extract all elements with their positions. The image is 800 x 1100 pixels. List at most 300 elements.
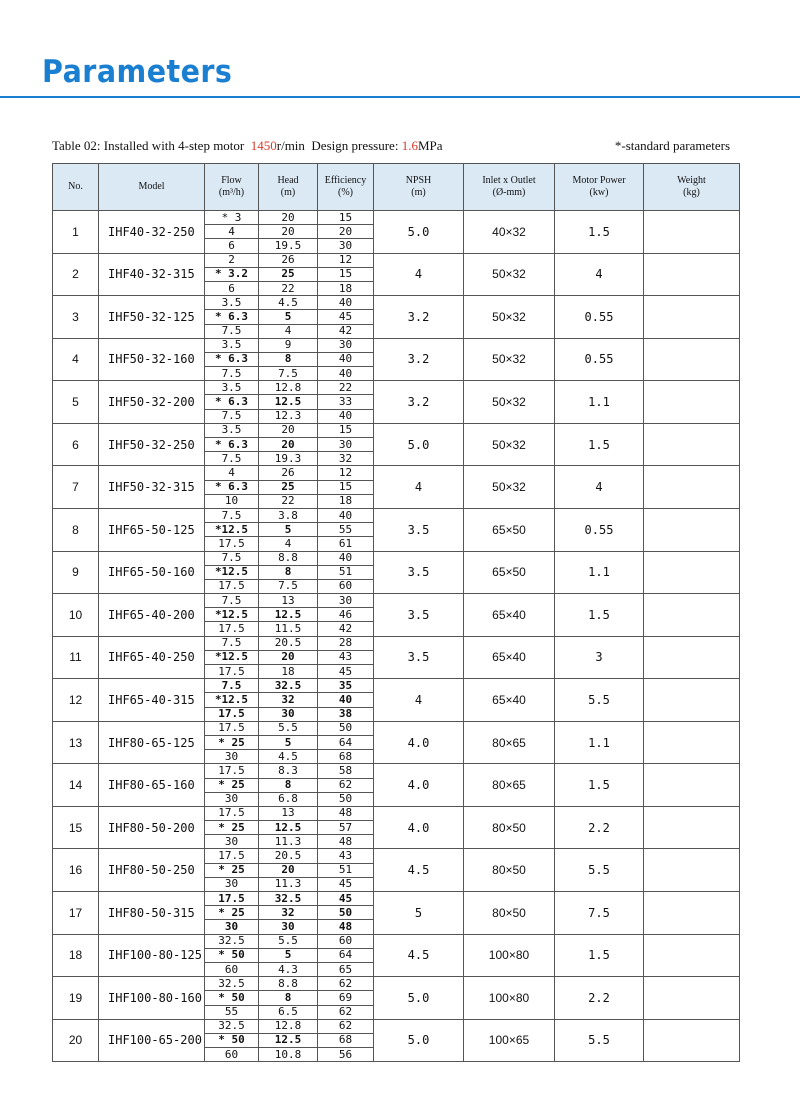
inlet-outlet-cell: 50×32	[464, 296, 555, 339]
npsh-cell: 4.5	[374, 934, 464, 977]
efficiency-cell: 43	[318, 849, 374, 863]
motor-power-cell: 3	[555, 636, 644, 679]
npsh-cell: 3.5	[374, 551, 464, 594]
flow-cell: * 50	[205, 991, 259, 1005]
flow-cell: * 50	[205, 1033, 259, 1047]
head-cell: 5	[259, 735, 318, 749]
motor-power-cell: 7.5	[555, 892, 644, 935]
flow-cell: *12.5	[205, 565, 259, 579]
head-cell: 8	[259, 565, 318, 579]
motor-power-cell: 1.1	[555, 721, 644, 764]
model-cell: IHF100-80-125	[99, 934, 205, 977]
npsh-cell: 5.0	[374, 211, 464, 254]
header-flow: Flow (m³/h)	[205, 164, 259, 211]
efficiency-cell: 55	[318, 523, 374, 537]
npsh-cell: 3.2	[374, 338, 464, 381]
efficiency-cell: 51	[318, 863, 374, 877]
table-row	[53, 338, 740, 352]
inlet-outlet-cell: 100×65	[464, 1019, 555, 1062]
head-cell: 4.5	[259, 296, 318, 310]
head-cell: 4	[259, 537, 318, 551]
efficiency-cell: 15	[318, 211, 374, 225]
model-cell: IHF100-80-160	[99, 977, 205, 1020]
motor-power-cell: 0.55	[555, 296, 644, 339]
table-row	[53, 934, 740, 948]
header-model: Model	[99, 164, 205, 211]
efficiency-cell: 40	[318, 352, 374, 366]
motor-power-cell: 1.1	[555, 551, 644, 594]
row-number: 11	[53, 636, 99, 679]
head-cell: 5	[259, 310, 318, 324]
motor-power-cell: 4	[555, 466, 644, 509]
head-cell: 3.8	[259, 508, 318, 522]
table-row	[53, 892, 740, 906]
flow-cell: 32.5	[205, 1019, 259, 1033]
head-cell: 20.5	[259, 636, 318, 650]
head-cell: 13	[259, 806, 318, 820]
row-number: 3	[53, 296, 99, 339]
efficiency-cell: 64	[318, 735, 374, 749]
inlet-outlet-cell: 65×40	[464, 679, 555, 722]
weight-cell	[644, 1019, 740, 1062]
flow-cell: 10	[205, 494, 259, 508]
model-cell: IHF65-50-125	[99, 508, 205, 551]
efficiency-cell: 15	[318, 423, 374, 437]
head-cell: 7.5	[259, 579, 318, 593]
inlet-outlet-cell: 65×40	[464, 594, 555, 637]
weight-cell	[644, 296, 740, 339]
flow-cell: * 3.2	[205, 267, 259, 281]
head-cell: 12.3	[259, 409, 318, 423]
weight-cell	[644, 466, 740, 509]
head-cell: 20	[259, 211, 318, 225]
head-cell: 4.5	[259, 750, 318, 764]
efficiency-cell: 68	[318, 1033, 374, 1047]
inlet-outlet-cell: 80×65	[464, 764, 555, 807]
head-cell: 25	[259, 267, 318, 281]
motor-power-cell: 5.5	[555, 1019, 644, 1062]
npsh-cell: 3.5	[374, 508, 464, 551]
flow-cell: 17.5	[205, 622, 259, 636]
npsh-cell: 4	[374, 466, 464, 509]
table-row	[53, 211, 740, 225]
row-number: 10	[53, 594, 99, 637]
header-no: No.	[53, 164, 99, 211]
model-cell: IHF65-50-160	[99, 551, 205, 594]
weight-cell	[644, 508, 740, 551]
header-npsh: NPSH (m)	[374, 164, 464, 211]
model-cell: IHF50-32-250	[99, 423, 205, 466]
flow-cell: 30	[205, 920, 259, 934]
flow-cell: 4	[205, 466, 259, 480]
inlet-outlet-cell: 80×50	[464, 806, 555, 849]
model-cell: IHF80-65-160	[99, 764, 205, 807]
flow-cell: 7.5	[205, 367, 259, 381]
motor-power-cell: 2.2	[555, 977, 644, 1020]
flow-cell: * 6.3	[205, 480, 259, 494]
row-number: 1	[53, 211, 99, 254]
flow-cell: 6	[205, 239, 259, 253]
flow-cell: *12.5	[205, 523, 259, 537]
flow-cell: 4	[205, 225, 259, 239]
head-cell: 4	[259, 324, 318, 338]
model-cell: IHF50-32-315	[99, 466, 205, 509]
inlet-outlet-cell: 40×32	[464, 211, 555, 254]
row-number: 9	[53, 551, 99, 594]
flow-cell: * 25	[205, 863, 259, 877]
head-cell: 26	[259, 466, 318, 480]
efficiency-cell: 61	[318, 537, 374, 551]
efficiency-cell: 35	[318, 679, 374, 693]
table-row	[53, 508, 740, 522]
head-cell: 11.3	[259, 835, 318, 849]
head-cell: 8	[259, 991, 318, 1005]
efficiency-cell: 64	[318, 948, 374, 962]
table-row	[53, 594, 740, 608]
head-cell: 12.5	[259, 395, 318, 409]
flow-cell: 17.5	[205, 849, 259, 863]
row-number: 20	[53, 1019, 99, 1062]
efficiency-cell: 62	[318, 977, 374, 991]
efficiency-cell: 57	[318, 821, 374, 835]
efficiency-cell: 69	[318, 991, 374, 1005]
motor-power-cell: 1.5	[555, 211, 644, 254]
row-number: 15	[53, 806, 99, 849]
weight-cell	[644, 381, 740, 424]
row-number: 8	[53, 508, 99, 551]
flow-cell: 7.5	[205, 636, 259, 650]
head-cell: 4.3	[259, 962, 318, 976]
model-cell: IHF80-50-250	[99, 849, 205, 892]
page-title: Parameters	[42, 54, 233, 90]
flow-cell: * 50	[205, 948, 259, 962]
flow-cell: 30	[205, 877, 259, 891]
efficiency-cell: 68	[318, 750, 374, 764]
row-number: 4	[53, 338, 99, 381]
motor-power-cell: 1.5	[555, 594, 644, 637]
weight-cell	[644, 211, 740, 254]
table-row	[53, 423, 740, 437]
inlet-outlet-cell: 80×65	[464, 721, 555, 764]
table-header-row	[53, 164, 740, 211]
efficiency-cell: 33	[318, 395, 374, 409]
inlet-outlet-cell: 50×32	[464, 381, 555, 424]
head-cell: 30	[259, 707, 318, 721]
flow-cell: * 25	[205, 778, 259, 792]
table-row	[53, 849, 740, 863]
head-cell: 19.5	[259, 239, 318, 253]
efficiency-cell: 45	[318, 877, 374, 891]
npsh-cell: 3.2	[374, 381, 464, 424]
row-number: 14	[53, 764, 99, 807]
efficiency-cell: 15	[318, 480, 374, 494]
efficiency-cell: 62	[318, 778, 374, 792]
efficiency-cell: 60	[318, 579, 374, 593]
head-cell: 18	[259, 665, 318, 679]
motor-power-cell: 1.5	[555, 764, 644, 807]
row-number: 12	[53, 679, 99, 722]
inlet-outlet-cell: 65×50	[464, 551, 555, 594]
flow-cell: 7.5	[205, 409, 259, 423]
flow-cell: 32.5	[205, 977, 259, 991]
flow-cell: 2	[205, 253, 259, 267]
efficiency-cell: 48	[318, 806, 374, 820]
model-cell: IHF50-32-160	[99, 338, 205, 381]
flow-cell: 60	[205, 962, 259, 976]
npsh-cell: 3.5	[374, 594, 464, 637]
motor-power-cell: 0.55	[555, 338, 644, 381]
flow-cell: 60	[205, 1048, 259, 1062]
head-cell: 8	[259, 352, 318, 366]
motor-power-cell: 4	[555, 253, 644, 296]
efficiency-cell: 56	[318, 1048, 374, 1062]
flow-cell: 7.5	[205, 324, 259, 338]
motor-power-cell: 0.55	[555, 508, 644, 551]
efficiency-cell: 65	[318, 962, 374, 976]
npsh-cell: 5.0	[374, 423, 464, 466]
motor-power-cell: 1.5	[555, 423, 644, 466]
head-cell: 20	[259, 225, 318, 239]
flow-cell: 17.5	[205, 764, 259, 778]
speed-value: 1450	[250, 138, 277, 153]
npsh-cell: 5	[374, 892, 464, 935]
efficiency-cell: 51	[318, 565, 374, 579]
model-cell: IHF50-32-125	[99, 296, 205, 339]
model-cell: IHF80-50-200	[99, 806, 205, 849]
efficiency-cell: 62	[318, 1005, 374, 1019]
standard-note: *-standard parameters	[614, 138, 730, 153]
row-number: 13	[53, 721, 99, 764]
motor-power-cell: 1.1	[555, 381, 644, 424]
head-cell: 12.5	[259, 608, 318, 622]
inlet-outlet-cell: 100×80	[464, 934, 555, 977]
pressure-label: Design pressure:	[311, 138, 399, 153]
pressure-value: 1.6	[401, 138, 418, 153]
row-number: 18	[53, 934, 99, 977]
header-inlet-outlet: Inlet x Outlet (Ø-mm)	[464, 164, 555, 211]
flow-cell: 7.5	[205, 508, 259, 522]
flow-cell: 30	[205, 750, 259, 764]
head-cell: 20	[259, 423, 318, 437]
npsh-cell: 4.0	[374, 721, 464, 764]
row-number: 19	[53, 977, 99, 1020]
caption-prefix: Table 02: Installed with 4-step motor	[52, 138, 245, 153]
head-cell: 32	[259, 693, 318, 707]
efficiency-cell: 58	[318, 764, 374, 778]
motor-power-cell: 2.2	[555, 806, 644, 849]
head-cell: 12.8	[259, 1019, 318, 1033]
table-row	[53, 636, 740, 650]
row-number: 2	[53, 253, 99, 296]
table-row	[53, 1019, 740, 1033]
flow-cell: * 6.3	[205, 438, 259, 452]
table-row	[53, 381, 740, 395]
head-cell: 8.8	[259, 977, 318, 991]
efficiency-cell: 18	[318, 494, 374, 508]
efficiency-cell: 42	[318, 622, 374, 636]
efficiency-cell: 22	[318, 381, 374, 395]
model-cell: IHF100-65-200	[99, 1019, 205, 1062]
flow-cell: 17.5	[205, 892, 259, 906]
inlet-outlet-cell: 50×32	[464, 466, 555, 509]
flow-cell: * 6.3	[205, 352, 259, 366]
row-number: 6	[53, 423, 99, 466]
table-row	[53, 253, 740, 267]
efficiency-cell: 12	[318, 253, 374, 267]
head-cell: 8.3	[259, 764, 318, 778]
efficiency-cell: 30	[318, 338, 374, 352]
head-cell: 10.8	[259, 1048, 318, 1062]
speed-unit: r/min	[276, 138, 305, 153]
table-row	[53, 977, 740, 991]
efficiency-cell: 45	[318, 892, 374, 906]
row-number: 16	[53, 849, 99, 892]
efficiency-cell: 38	[318, 707, 374, 721]
npsh-cell: 3.5	[374, 636, 464, 679]
efficiency-cell: 40	[318, 296, 374, 310]
efficiency-cell: 50	[318, 792, 374, 806]
head-cell: 12.5	[259, 821, 318, 835]
header-efficiency: Efficiency (%)	[318, 164, 374, 211]
efficiency-cell: 18	[318, 281, 374, 295]
weight-cell	[644, 934, 740, 977]
weight-cell	[644, 977, 740, 1020]
table-row	[53, 679, 740, 693]
weight-cell	[644, 892, 740, 935]
efficiency-cell: 12	[318, 466, 374, 480]
header-head: Head (m)	[259, 164, 318, 211]
weight-cell	[644, 253, 740, 296]
flow-cell: 30	[205, 792, 259, 806]
head-cell: 25	[259, 480, 318, 494]
flow-cell: 7.5	[205, 551, 259, 565]
efficiency-cell: 28	[318, 636, 374, 650]
head-cell: 22	[259, 281, 318, 295]
weight-cell	[644, 636, 740, 679]
head-cell: 5.5	[259, 934, 318, 948]
npsh-cell: 4	[374, 253, 464, 296]
inlet-outlet-cell: 65×40	[464, 636, 555, 679]
inlet-outlet-cell: 50×32	[464, 423, 555, 466]
npsh-cell: 5.0	[374, 1019, 464, 1062]
model-cell: IHF40-32-250	[99, 211, 205, 254]
weight-cell	[644, 849, 740, 892]
flow-cell: 17.5	[205, 806, 259, 820]
head-cell: 20	[259, 650, 318, 664]
npsh-cell: 4.0	[374, 806, 464, 849]
row-number: 7	[53, 466, 99, 509]
weight-cell	[644, 679, 740, 722]
efficiency-cell: 42	[318, 324, 374, 338]
efficiency-cell: 30	[318, 594, 374, 608]
flow-cell: 30	[205, 835, 259, 849]
flow-cell: * 6.3	[205, 310, 259, 324]
flow-cell: 7.5	[205, 452, 259, 466]
flow-cell: 32.5	[205, 934, 259, 948]
pressure-unit: MPa	[417, 138, 443, 153]
weight-cell	[644, 338, 740, 381]
flow-cell: * 25	[205, 821, 259, 835]
flow-cell: 17.5	[205, 707, 259, 721]
table-row	[53, 721, 740, 735]
efficiency-cell: 50	[318, 721, 374, 735]
head-cell: 30	[259, 920, 318, 934]
model-cell: IHF65-40-250	[99, 636, 205, 679]
head-cell: 20.5	[259, 849, 318, 863]
weight-cell	[644, 551, 740, 594]
flow-cell: 7.5	[205, 679, 259, 693]
efficiency-cell: 48	[318, 920, 374, 934]
head-cell: 12.8	[259, 381, 318, 395]
head-cell: 20	[259, 863, 318, 877]
flow-cell: * 25	[205, 735, 259, 749]
weight-cell	[644, 423, 740, 466]
head-cell: 12.5	[259, 1033, 318, 1047]
motor-power-cell: 1.5	[555, 934, 644, 977]
npsh-cell: 5.0	[374, 977, 464, 1020]
flow-cell: 17.5	[205, 721, 259, 735]
flow-cell: *12.5	[205, 693, 259, 707]
flow-cell: * 25	[205, 906, 259, 920]
flow-cell: 3.5	[205, 338, 259, 352]
table-row	[53, 296, 740, 310]
efficiency-cell: 46	[318, 608, 374, 622]
inlet-outlet-cell: 50×32	[464, 253, 555, 296]
model-cell: IHF80-65-125	[99, 721, 205, 764]
flow-cell: 17.5	[205, 579, 259, 593]
head-cell: 9	[259, 338, 318, 352]
inlet-outlet-cell: 80×50	[464, 849, 555, 892]
flow-cell: 7.5	[205, 594, 259, 608]
efficiency-cell: 40	[318, 693, 374, 707]
table-caption	[52, 138, 443, 154]
head-cell: 11.3	[259, 877, 318, 891]
efficiency-cell: 40	[318, 551, 374, 565]
flow-cell: *12.5	[205, 650, 259, 664]
head-cell: 6.5	[259, 1005, 318, 1019]
weight-cell	[644, 594, 740, 637]
table-row	[53, 764, 740, 778]
flow-cell: 3.5	[205, 381, 259, 395]
flow-cell: 17.5	[205, 665, 259, 679]
efficiency-cell: 32	[318, 452, 374, 466]
flow-cell: 3.5	[205, 423, 259, 437]
flow-cell: *12.5	[205, 608, 259, 622]
npsh-cell: 4.5	[374, 849, 464, 892]
efficiency-cell: 15	[318, 267, 374, 281]
efficiency-cell: 48	[318, 835, 374, 849]
head-cell: 22	[259, 494, 318, 508]
efficiency-cell: 30	[318, 239, 374, 253]
inlet-outlet-cell: 50×32	[464, 338, 555, 381]
flow-cell: 55	[205, 1005, 259, 1019]
table-row	[53, 466, 740, 480]
model-cell: IHF50-32-200	[99, 381, 205, 424]
head-cell: 5	[259, 523, 318, 537]
model-cell: IHF65-40-200	[99, 594, 205, 637]
efficiency-cell: 40	[318, 367, 374, 381]
head-cell: 5	[259, 948, 318, 962]
head-cell: 19.3	[259, 452, 318, 466]
flow-cell: * 3	[205, 211, 259, 225]
model-cell: IHF80-50-315	[99, 892, 205, 935]
npsh-cell: 4.0	[374, 764, 464, 807]
efficiency-cell: 30	[318, 438, 374, 452]
efficiency-cell: 20	[318, 225, 374, 239]
title-underline	[0, 96, 800, 98]
efficiency-cell: 45	[318, 665, 374, 679]
efficiency-cell: 45	[318, 310, 374, 324]
